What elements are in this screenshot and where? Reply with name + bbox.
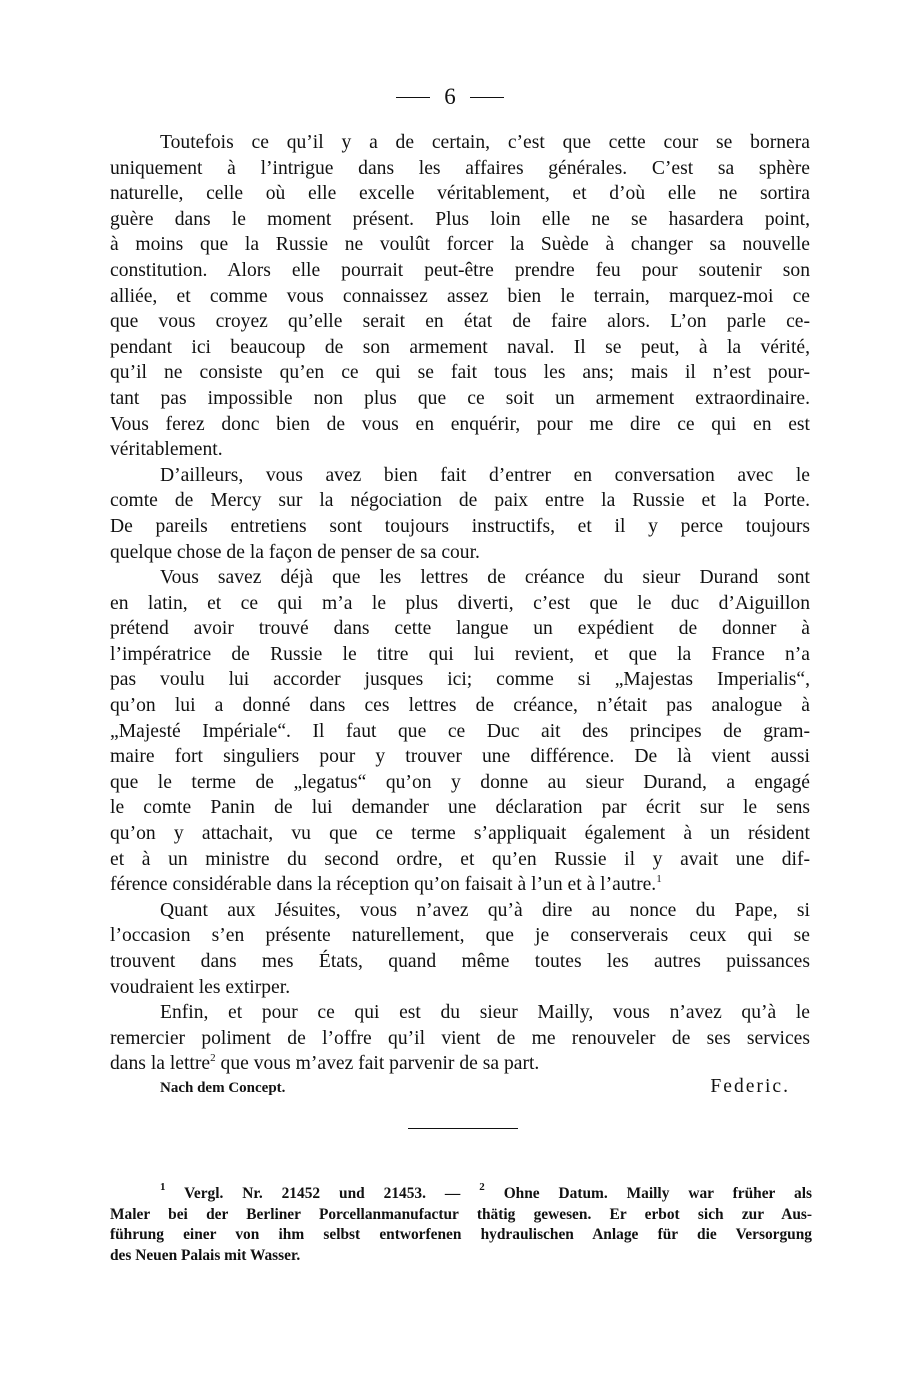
body-line: et à un ministre du second ordre, et qu’en Russie il y avait une dif- — [110, 848, 810, 870]
body-line: uniquement à l’intrigue dans les affaires générales. C’est sa sphère — [110, 157, 810, 179]
footnote-line: des Neuen Palais mit Wasser. — [110, 1246, 301, 1264]
footnote-mark-1: 1 — [160, 1181, 166, 1193]
header-dash-right — [470, 97, 504, 98]
body-line: Toutefois ce qu’il y a de certain, c’est que cette cour se bornera — [160, 132, 810, 153]
body-line: maire fort singuliers pour y trouver une différence. De là vient aussi — [110, 746, 810, 768]
body-line: De pareils entretiens sont toujours instructifs, et il y perce toujours — [110, 515, 810, 537]
body-line: „Majesté Impériale“. Il faut que ce Duc ait des principes de gram- — [110, 720, 810, 742]
footnote-ref-1: 1 — [656, 873, 662, 886]
body-line: l’occasion s’en présente naturellement, que je conserverais ceux qui se — [110, 925, 810, 947]
body-line-text: dans la lettre — [110, 1053, 211, 1075]
footnote-line — [110, 1181, 812, 1205]
body-line: comte de Mercy sur la négociation de paix entre la Russie et la Porte. — [110, 490, 810, 512]
letter-body — [110, 130, 810, 1077]
body-line: qu’il ne consiste qu’en ce qui se fait tous les ans; mais il n’est pour- — [110, 362, 810, 384]
footnote-line: Maler bei der Berliner Porcellanmanufactur thätig gewesen. Er erbot sich zur Aus- — [110, 1205, 812, 1223]
body-line: naturelle, celle où elle excelle véritablement, et d’où elle ne sortira — [110, 183, 810, 205]
body-line: quelque chose de la façon de penser de sa cour. — [110, 541, 480, 563]
body-line: Quant aux Jésuites, vous n’avez qu’à dire au nonce du Pape, si — [160, 899, 810, 921]
body-line-with-footnote-ref — [110, 1051, 810, 1077]
body-line: qu’on y attachait, vu que ce terme s’appliquait également à un résident — [110, 823, 810, 845]
footnote-line: führung einer von ihm selbst entworfenen hydraulischen Anlage für die Versorgung — [110, 1226, 812, 1243]
body-line: D’ailleurs, vous avez bien fait d’entrer en conversation avec le — [160, 464, 810, 486]
body-line: Vous ferez donc bien de vous en enquérir, pour me dire ce qui en est — [110, 413, 810, 435]
body-line: guère dans le moment présent. Plus loin elle ne se hasardera point, — [110, 208, 810, 230]
body-line: véritablement. — [110, 439, 223, 461]
body-line: que vous croyez qu’elle serait en état de faire alors. L’on parle ce- — [110, 311, 810, 333]
footnote-mark-2: 2 — [479, 1181, 485, 1193]
footnote-2-text: Ohne Datum. Mailly war früher als — [503, 1185, 812, 1202]
body-line: l’impératrice de Russie le titre qui lui revient, et que la France n’a — [110, 643, 810, 665]
page-header — [0, 84, 900, 110]
body-line: à moins que la Russie ne voulût forcer la Suède à changer sa nouvelle — [110, 234, 810, 256]
body-line-text: férence considérable dans la réception qu’on faisait à l’un et à l’autre. — [110, 874, 657, 896]
body-line: alliée, et comme vous connaissez assez bien le terrain, marquez-moi ce — [110, 285, 810, 307]
body-line-text: que vous m’avez fait parvenir de sa part. — [220, 1053, 540, 1075]
header-dash-left — [396, 97, 430, 98]
signature: Federic. — [710, 1076, 790, 1097]
body-line: pendant ici beaucoup de son armement naval. Il se peut, à la vérité, — [110, 336, 810, 358]
body-line: trouvent dans mes États, quand même toutes les autres puissances — [110, 951, 810, 972]
body-line: prétend avoir trouvé dans cette langue un expédient de donner à — [110, 618, 810, 640]
body-line: en latin, et ce qui m’a le plus diverti, c’est que le duc d’Aiguillon — [110, 592, 810, 614]
body-line: Enfin, et pour ce qui est du sieur Mailly, vous n’avez qu’à le — [160, 1002, 810, 1024]
body-line: remercier poliment de l’offre qu’il vient de me renouveler de ses services — [110, 1027, 810, 1049]
page-number: 6 — [444, 84, 456, 109]
body-line: constitution. Alors elle pourrait peut-être prendre feu pour soutenir son — [110, 259, 810, 281]
body-line: Vous savez déjà que les lettres de créance du sieur Durand sont — [160, 567, 810, 589]
footnote-separator — [408, 1128, 518, 1129]
body-line: tant pas impossible non plus que ce soit un armement extraordinaire. — [110, 387, 810, 409]
body-line: que le terme de „legatus“ qu’on y donne au sieur Durand, a engagé — [110, 771, 810, 793]
closing-row — [160, 1076, 790, 1098]
source-note: Nach dem Concept. — [160, 1080, 286, 1096]
footnotes — [110, 1181, 812, 1266]
footnote-ref-2: 2 — [210, 1052, 216, 1065]
body-line: pas voulu lui accorder jusques ici; comme si „Majestas Imperialis“, — [110, 669, 810, 691]
body-line: voudraient les extirper. — [110, 976, 291, 998]
body-line-with-footnote-ref — [110, 872, 810, 898]
body-line: qu’on lui a donné dans ces lettres de créance, n’était pas analogue à — [110, 695, 810, 717]
footnote-1-text: Vergl. Nr. 21452 und 21453. — — [184, 1185, 480, 1202]
body-line: le comte Panin de lui demander une déclaration par écrit sur le sens — [110, 797, 810, 819]
